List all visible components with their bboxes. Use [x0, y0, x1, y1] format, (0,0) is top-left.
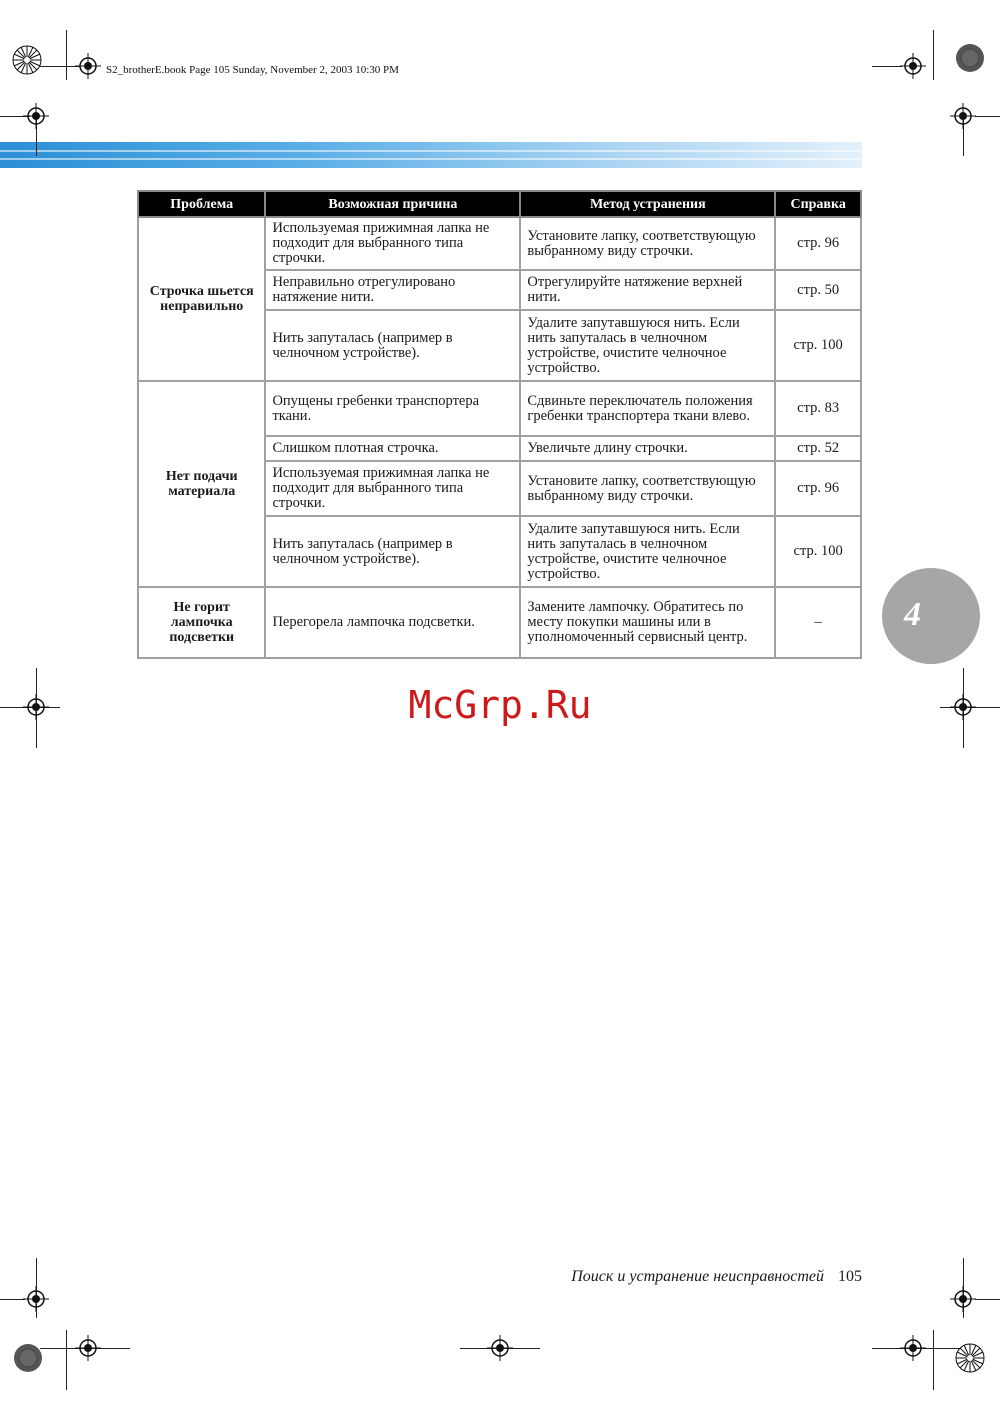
registration-mark-icon [900, 53, 926, 79]
remedy-cell: Увеличьте длину строчки. [520, 436, 775, 461]
table-row [138, 587, 861, 658]
registration-mark-icon [75, 1335, 101, 1361]
cause-cell: Используемая прижимная лапка не подходит для выбранного типа строчки. [265, 217, 520, 270]
crop-mark-line [66, 30, 67, 80]
column-header-remedy: Метод устранения [520, 191, 775, 217]
header-blue-band [0, 142, 862, 168]
crop-mark-line [975, 1299, 1000, 1300]
problem-cell: Нет подачи материала [138, 381, 265, 587]
table-row [138, 217, 861, 270]
registration-mark-icon [75, 53, 101, 79]
chapter-tab [882, 568, 980, 664]
remedy-cell: Удалите запутавшуюся нить. Если нить запуталась в челночном устройстве, очистите челночное устройство. [520, 310, 775, 381]
reference-cell: стр. 100 [775, 310, 861, 381]
column-header-cause: Возможная причина [265, 191, 520, 217]
crop-mark-line [872, 66, 902, 67]
watermark: McGrp.Ru [408, 683, 592, 727]
footer-section-title: Поиск и устранение неисправностей [571, 1268, 824, 1285]
cause-cell: Неправильно отрегулировано натяжение нити. [265, 270, 520, 310]
cause-cell: Слишком плотная строчка. [265, 436, 520, 461]
crop-mark-line [933, 30, 934, 80]
reference-cell: стр. 96 [775, 461, 861, 516]
registration-mark-icon [950, 1286, 976, 1312]
reference-cell: стр. 83 [775, 381, 861, 436]
remedy-cell: Замените лампочку. Обратитесь по месту покупки машины или в уполномоченный сервисный центр. [520, 587, 775, 658]
remedy-cell: Установите лапку, соответствующую выбранному виду строчки. [520, 461, 775, 516]
troubleshooting-table [137, 190, 862, 659]
remedy-cell: Удалите запутавшуюся нить. Если нить запуталась в челночном устройстве, очистите челночное устройство. [520, 516, 775, 587]
page-footer [571, 1268, 862, 1286]
reference-cell: – [775, 587, 861, 658]
gray-target-mark-icon [13, 1343, 43, 1373]
column-header-reference: Справка [775, 191, 861, 217]
registration-mark-icon [23, 1286, 49, 1312]
reference-cell: стр. 50 [775, 270, 861, 310]
registration-mark-icon [950, 103, 976, 129]
cause-cell: Используемая прижимная лапка не подходит для выбранного типа строчки. [265, 461, 520, 516]
reference-cell: стр. 52 [775, 436, 861, 461]
registration-mark-icon [900, 1335, 926, 1361]
crop-mark-line [0, 1299, 25, 1300]
problem-cell: Не горит лампочка подсветки [138, 587, 265, 658]
registration-mark-icon [487, 1335, 513, 1361]
registration-mark-icon [23, 103, 49, 129]
remedy-cell: Установите лапку, соответствующую выбранному виду строчки. [520, 217, 775, 270]
crop-mark-line [66, 1330, 67, 1390]
chapter-number: 4 [904, 596, 921, 633]
reference-cell: стр. 100 [775, 516, 861, 587]
gray-target-mark-icon [955, 43, 985, 73]
reference-cell: стр. 96 [775, 217, 861, 270]
column-header-problem: Проблема [138, 191, 265, 217]
starburst-mark-icon [12, 45, 42, 75]
remedy-cell: Отрегулируйте натяжение верхней нити. [520, 270, 775, 310]
crop-mark-line [975, 116, 1000, 117]
table-row [138, 381, 861, 436]
remedy-cell: Сдвиньте переключатель положения гребенки транспортера ткани влево. [520, 381, 775, 436]
cause-cell: Перегорела лампочка подсветки. [265, 587, 520, 658]
cause-cell: Опущены гребенки транспортера ткани. [265, 381, 520, 436]
cause-cell: Нить запуталась (например в челночном устройстве). [265, 310, 520, 381]
crop-mark-line [933, 1330, 934, 1390]
table-header-row [138, 191, 861, 217]
page-number: 105 [838, 1268, 862, 1285]
starburst-mark-icon [955, 1343, 985, 1373]
print-header-info: S2_brotherE.book Page 105 Sunday, November 2, 2003 10:30 PM [106, 64, 399, 76]
crop-mark-line [40, 66, 80, 67]
cause-cell: Нить запуталась (например в челночном устройстве). [265, 516, 520, 587]
problem-cell: Строчка шьется неправильно [138, 217, 265, 381]
